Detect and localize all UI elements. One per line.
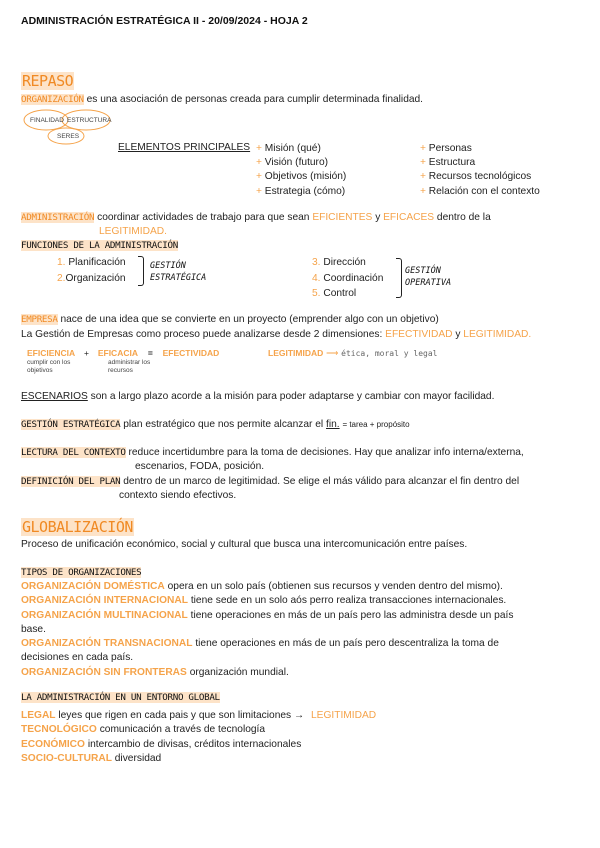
eq-legitimidad: LEGITIMIDAD (268, 348, 324, 358)
term-tipos: TIPOS DE ORGANIZACIONES (21, 567, 142, 578)
empresa-definition: EMPRESA nace de una idea que se convierte en un proyecto (emprender algo con un objetivo) (21, 314, 439, 325)
section-heading-globalizacion: GLOBALIZACIÓN (22, 518, 133, 536)
list-item: 1. Planificación (57, 257, 126, 268)
list-item: SOCIO-CULTURAL diversidad (21, 752, 162, 764)
tipos-list (21, 580, 581, 680)
group-label-operativa: GESTIÓN OPERATIVA (405, 266, 452, 288)
elements-column-1 (256, 142, 346, 199)
list-item: ORGANIZACIÓN TRANSNACIONAL tiene operaciones en más de un país pero descentraliza la toma de decisiones en cada país. (21, 638, 499, 664)
term-entorno: LA ADMINISTRACIÓN EN UN ENTORNO GLOBAL (21, 692, 220, 703)
bracket-left (138, 256, 144, 286)
empresa-dimensions: La Gestión de Empresas como proceso puede analizarse desde 2 dimensiones: EFECTIVIDAD y LEGITIMIDAD. (21, 329, 532, 340)
page-title: ADMINISTRACIÓN ESTRATÉGICA II - 20/09/2024 - HOJA 2 (21, 15, 308, 27)
list-item: TECNOLÓGICO comunicación a través de tecnología (21, 724, 266, 736)
list-item: + Recursos tecnológicos (420, 171, 532, 183)
term-lectura: LECTURA DEL CONTEXTO (21, 447, 126, 458)
definicion-text-2: contexto siendo efectivos. (119, 490, 237, 501)
equation: EFICIENCIA + EFICACIA = EFECTIVIDAD (27, 348, 220, 358)
entorno-list (21, 709, 376, 766)
gestion-definition: GESTIÓN ESTRATÉGICA plan estratégico que nos permite alcanzar el fin. = tarea + propósito (21, 419, 410, 430)
term-organizacion: ORGANIZACIÓN (21, 94, 84, 105)
list-item: + Misión (qué) (256, 143, 321, 154)
bracket-right (396, 258, 402, 298)
term-definicion: DEFINICIÓN DEL PLAN (21, 476, 121, 487)
group-label-estrategica: GESTIÓN ESTRATÉGICA (150, 261, 207, 283)
organizacion-definition (21, 94, 423, 105)
venn-label-right: ESTRUCTURA (67, 117, 112, 124)
eq-efectividad: EFECTIVIDAD (162, 348, 220, 358)
elements-label: ELEMENTOS PRINCIPALES (118, 142, 251, 153)
list-item: ECONÓMICO intercambio de divisas, créditos internacionales (21, 738, 302, 750)
globalizacion-text: Proceso de unificación económico, social y cultural que busca una intercomunicación entre países. (21, 539, 468, 550)
list-item: + Personas (420, 143, 472, 154)
eq-eficiencia: EFICIENCIA (27, 348, 76, 358)
word-eficientes: EFICIENTES (312, 212, 373, 223)
term-administracion: ADMINISTRACIÓN (21, 212, 95, 223)
list-item: ORGANIZACIÓN DOMÉSTICA opera en un solo país (obtienen sus recursos y venden dentro del mismo). (21, 581, 503, 592)
list-item: 4. Coordinación (312, 272, 384, 284)
term-empresa: EMPRESA (21, 314, 58, 325)
venn-label-left: FINALIDAD (30, 117, 64, 124)
legitimidad-line: LEGITIMIDAD ⟶ ética, moral y legal (268, 348, 438, 358)
note-eficiencia: cumplir con los objetivos (27, 359, 71, 374)
list-item: 3. Dirección (312, 257, 366, 268)
list-item: + Relación con el contexto (420, 185, 540, 197)
escenarios-definition: ESCENARIOS son a largo plazo acorde a la misión para poder adaptarse y cambiar con mayor facilidad. (21, 391, 495, 402)
list-item: 2.Organización (57, 272, 126, 284)
list-item: + Objetivos (misión) (256, 171, 347, 183)
list-item: + Estructura (420, 157, 476, 169)
elements-column-2 (420, 142, 540, 199)
list-item: ORGANIZACIÓN MULTINACIONAL tiene operaciones en más de un país pero las administra desde un país base. (21, 609, 514, 635)
note-eficacia: administrar los recursos (108, 359, 151, 374)
list-item: ORGANIZACIÓN INTERNACIONAL tiene sede en un solo aós perro realiza transacciones internacionales. (21, 595, 507, 607)
list-item: ORGANIZACIÓN SIN FRONTERAS organización mundial. (21, 666, 289, 678)
list-item: 5. Control (312, 288, 357, 299)
administracion-definition: ADMINISTRACIÓN coordinar actividades de trabajo para que sean EFICIENTES y EFICACES dentro de la (21, 212, 491, 223)
list-item: LEGAL leyes que rigen en cada pais y que son limitaciones → LEGITIMIDAD (21, 710, 377, 721)
list-item: + Visión (futuro) (256, 157, 329, 169)
lectura-definition: LECTURA DEL CONTEXTO reduce incertidumbre para la toma de decisiones. Hay que analizar info interna/externa, (21, 447, 524, 458)
funciones-right-list (312, 255, 383, 302)
funciones-left-list (57, 255, 126, 286)
organizacion-text: es una asociación de personas creada para cumplir determinada finalidad. (86, 94, 424, 105)
eq-eficacia: EFICACIA (97, 348, 138, 358)
list-item: + Estrategia (cómo) (256, 185, 346, 197)
term-escenarios: ESCENARIOS (21, 391, 88, 402)
word-eficaces: EFICACES (383, 212, 435, 223)
term-funciones: FUNCIONES DE LA ADMINISTRACIÓN (21, 240, 178, 251)
section-heading-repaso: REPASO (22, 72, 74, 90)
word-legitimidad: LEGITIMIDAD. (99, 226, 167, 237)
definicion-definition: DEFINICIÓN DEL PLAN dentro de un marco de legitimidad. Se elige el más válido para alcanzar el fin dentro del (21, 476, 520, 487)
arrow-icon: ⟶ (326, 348, 339, 358)
term-gestion-estrategica: GESTIÓN ESTRATÉGICA (21, 419, 121, 430)
arrow-icon: → (293, 710, 305, 721)
lectura-text-2: escenarios, FODA, posición. (135, 461, 265, 472)
venn-label-bottom: SERES (57, 133, 80, 140)
